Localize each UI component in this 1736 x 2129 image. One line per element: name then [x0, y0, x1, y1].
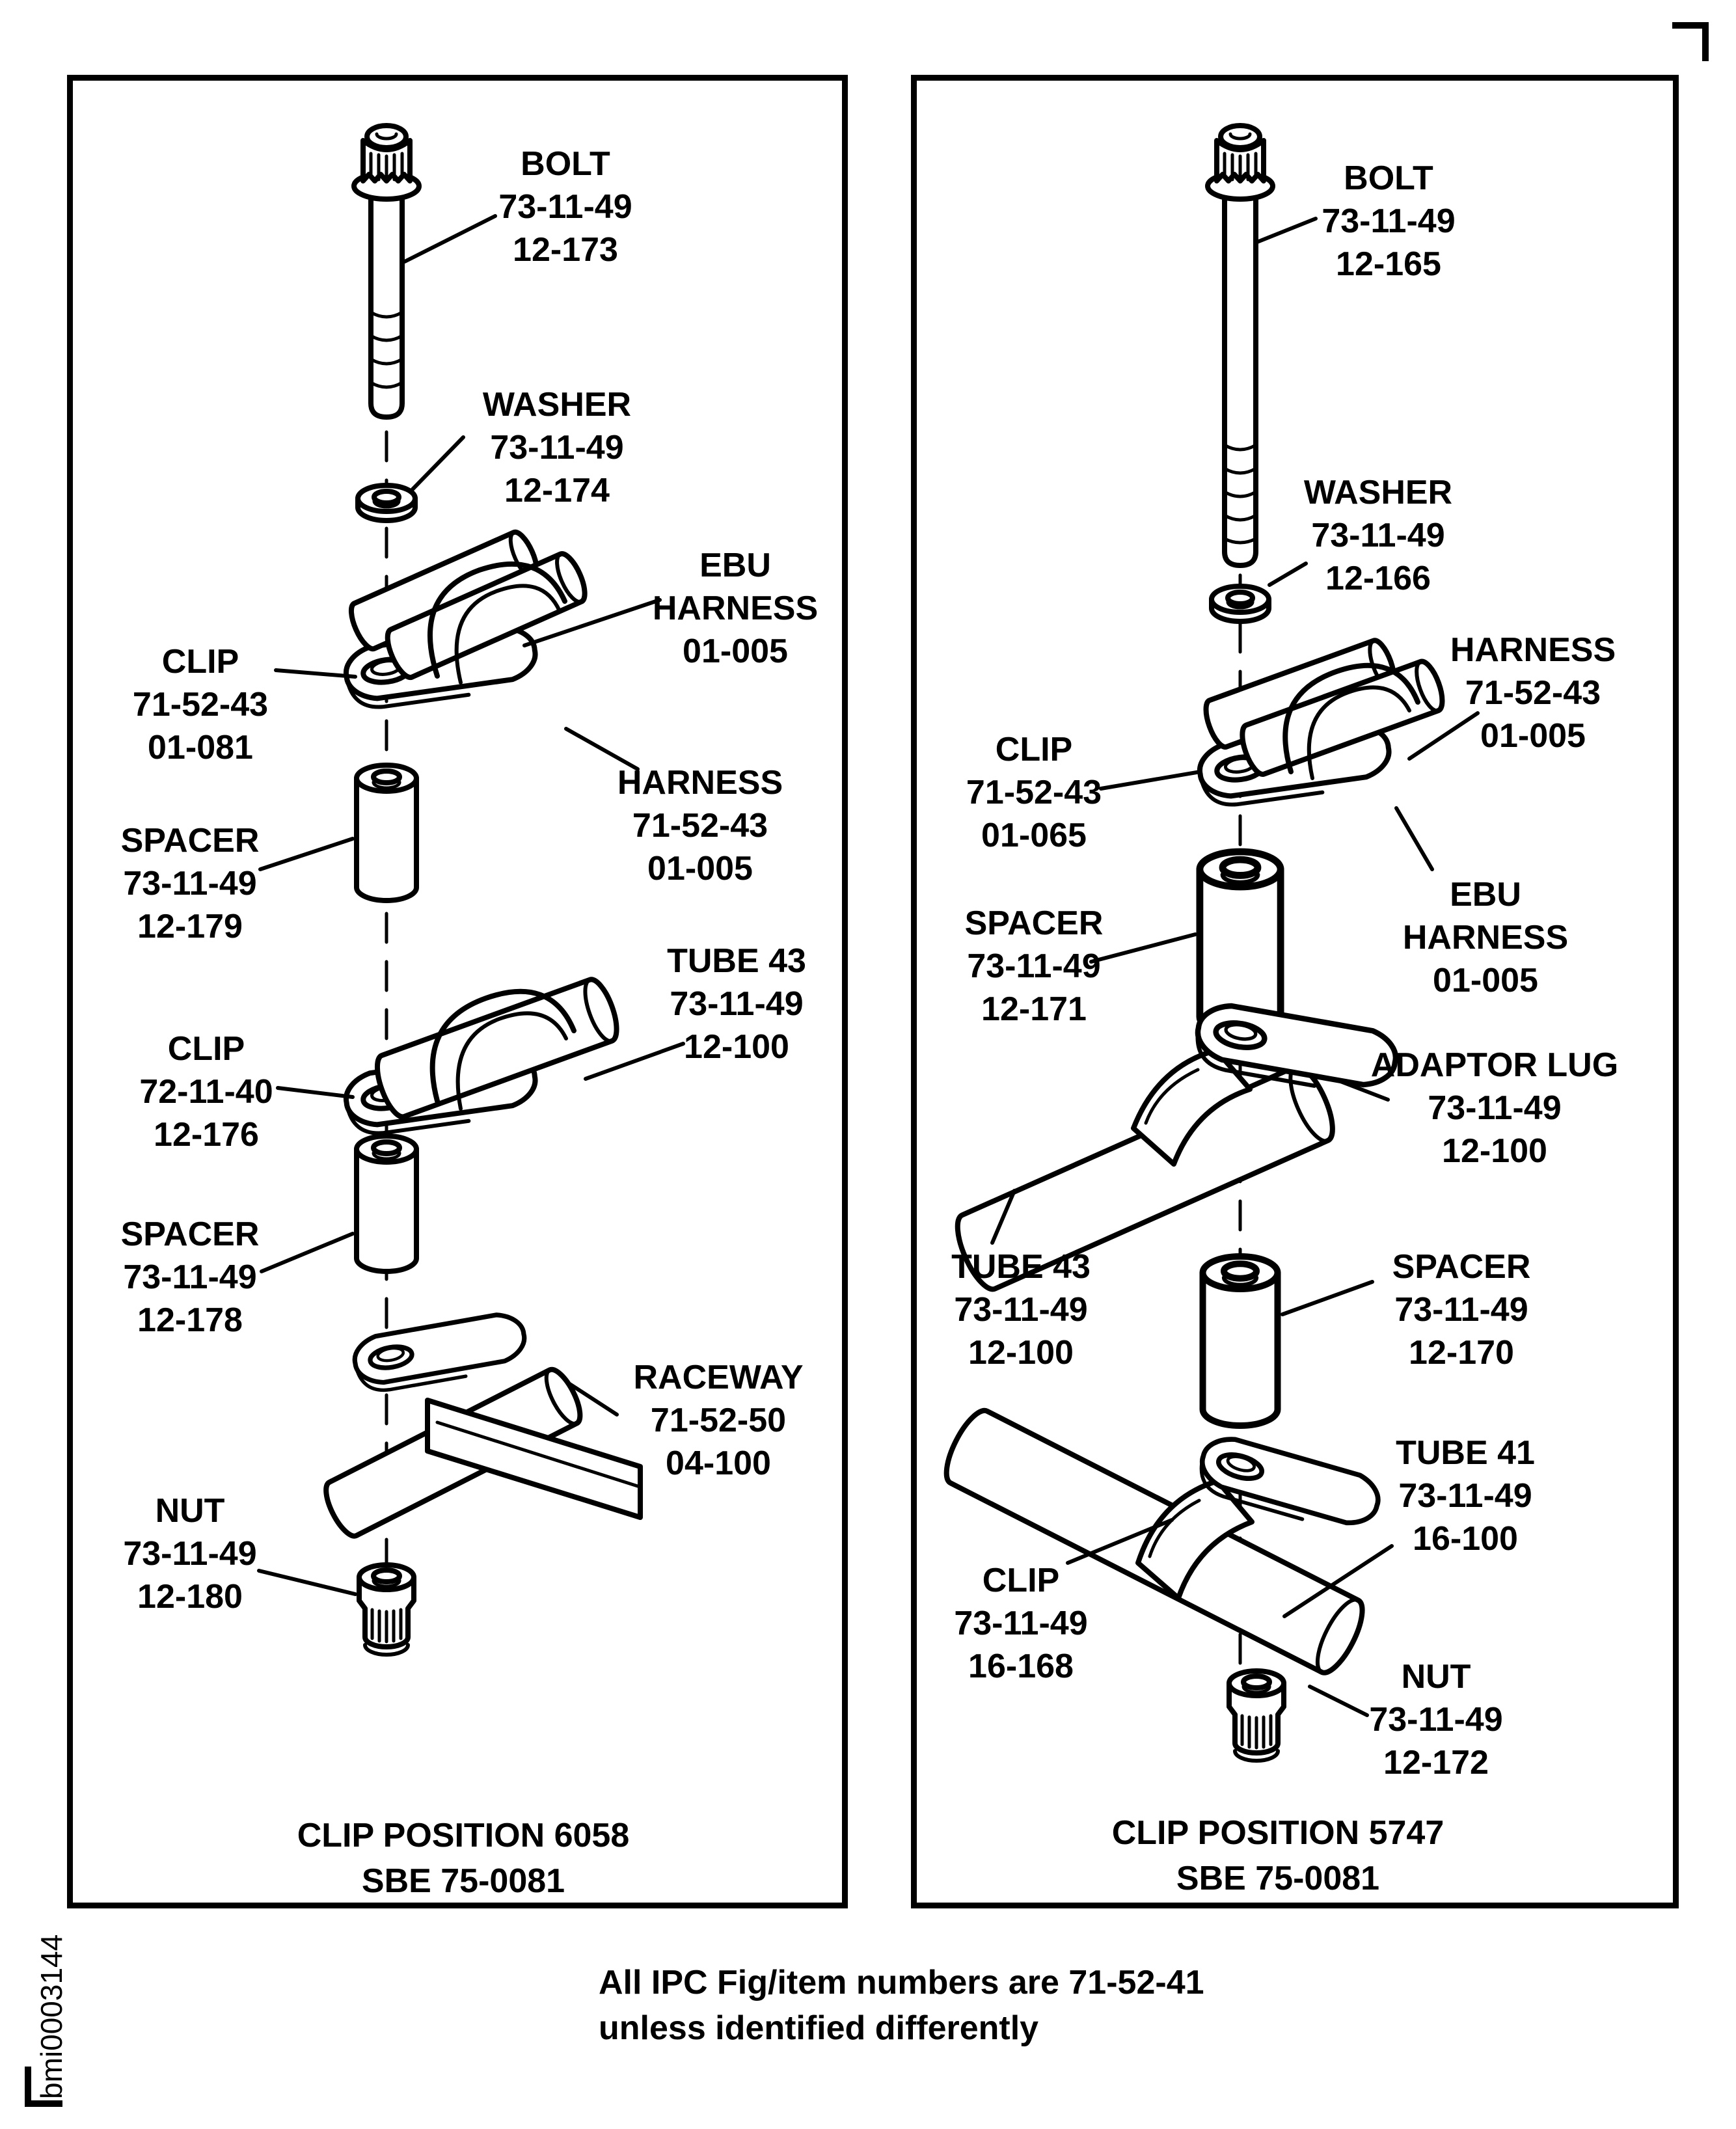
part-number: 73-11-49 — [967, 947, 1101, 985]
label-ebu-harness — [1342, 873, 1629, 1002]
label-clip-lower — [917, 1559, 1125, 1688]
part-name: EBU — [1450, 876, 1521, 914]
part-item: 12-180 — [137, 1578, 243, 1616]
part-number: 73-11-49 — [1394, 1291, 1528, 1329]
label-spacer-upper — [917, 902, 1151, 1031]
part-name: TUBE 43 — [667, 942, 806, 980]
label-washer — [414, 383, 700, 512]
label-spacer-lower — [73, 1213, 307, 1342]
part-number: 73-11-49 — [1311, 517, 1445, 554]
part-item: 01-005 — [1480, 717, 1586, 755]
label-spacer-mid — [1318, 1245, 1605, 1374]
part-item: 12-174 — [504, 472, 610, 509]
part-number: 73-11-49 — [670, 985, 804, 1023]
part-number: 73-11-49 — [1369, 1701, 1503, 1739]
part-name: CLIP — [995, 731, 1073, 768]
part-item: 16-168 — [968, 1648, 1074, 1685]
label-bolt — [1245, 157, 1532, 286]
part-name: SPACER — [1392, 1248, 1531, 1286]
part-number: 72-11-40 — [139, 1073, 273, 1111]
part-name: CLIP — [167, 1030, 245, 1068]
right-figure-panel — [911, 75, 1679, 1908]
part-name: SPACER — [964, 904, 1104, 942]
label-spacer-upper — [73, 819, 307, 948]
part-item: 12-171 — [981, 990, 1087, 1028]
label-clip-lower — [89, 1027, 323, 1156]
part-item: 12-100 — [1442, 1132, 1547, 1170]
clip-and-tube43-drawing — [343, 976, 623, 1138]
part-name: HARNESS — [1450, 631, 1616, 669]
part-name: TUBE 41 — [1396, 1434, 1535, 1472]
label-clip-upper — [83, 640, 318, 769]
sbe-reference: SBE 75-0081 — [361, 1862, 565, 1900]
label-tube41 — [1322, 1431, 1608, 1560]
label-harness — [557, 761, 843, 890]
spacer-upper-drawing — [357, 765, 416, 901]
label-washer — [1235, 471, 1521, 600]
part-number: 73-11-49 — [498, 188, 632, 226]
part-item: 01-005 — [683, 632, 788, 670]
nut-drawing — [359, 1565, 414, 1655]
washer-drawing — [358, 485, 415, 521]
footer-note — [599, 1960, 1204, 2051]
part-item: 12-170 — [1409, 1334, 1514, 1372]
part-item: 12-178 — [137, 1301, 243, 1339]
part-name: RACEWAY — [633, 1359, 804, 1396]
part-number: 73-11-49 — [123, 1258, 257, 1296]
bolt-drawing — [354, 126, 419, 417]
part-name: NUT — [1401, 1658, 1471, 1696]
part-number: 73-11-49 — [123, 865, 257, 902]
label-tube43 — [917, 1245, 1125, 1374]
part-name: BOLT — [521, 145, 610, 183]
part-number: 71-52-50 — [650, 1402, 787, 1439]
part-item: 12-173 — [513, 231, 618, 269]
top-right-corner-mark — [1672, 22, 1709, 61]
part-number: 73-11-49 — [954, 1605, 1088, 1642]
part-number: 73-11-49 — [1428, 1089, 1562, 1127]
label-adaptor-lug — [1351, 1044, 1638, 1173]
part-item: 01-065 — [981, 817, 1087, 854]
panel-caption — [236, 1813, 691, 1904]
footer-note-line1: All IPC Fig/item numbers are 71-52-41 — [599, 1964, 1204, 2001]
part-name: CLIP — [161, 643, 239, 681]
part-name: WASHER — [1303, 474, 1453, 511]
part-item: 12-165 — [1336, 245, 1441, 283]
part-number: 73-11-49 — [490, 429, 624, 467]
part-name: TUBE 43 — [951, 1248, 1091, 1286]
label-clip-upper — [917, 728, 1151, 857]
bottom-left-corner-mark — [25, 2067, 62, 2107]
part-item: 01-005 — [1433, 962, 1538, 999]
part-name: ADAPTOR LUG — [1370, 1046, 1619, 1084]
part-name: SPACER — [120, 1215, 260, 1253]
part-name: EBU — [699, 547, 771, 584]
part-name: BOLT — [1344, 159, 1433, 197]
part-number: 73-11-49 — [954, 1291, 1088, 1329]
part-name: NUT — [155, 1492, 225, 1530]
part-item: 12-100 — [968, 1334, 1074, 1372]
label-raceway — [575, 1356, 861, 1485]
nut-drawing — [1229, 1671, 1284, 1761]
part-item: 04-100 — [666, 1444, 771, 1482]
sbe-reference: SBE 75-0081 — [1176, 1860, 1380, 1897]
part-number: 73-11-49 — [1322, 202, 1456, 240]
clip-and-harness-drawing — [343, 529, 590, 712]
clip-position-title: CLIP POSITION 5747 — [1111, 1814, 1444, 1852]
left-figure-panel — [67, 75, 848, 1908]
part-number: 71-52-43 — [132, 686, 269, 724]
part-number: 71-52-43 — [1465, 674, 1601, 712]
part-number: 71-52-43 — [632, 807, 768, 845]
label-ebu-harness — [592, 544, 878, 673]
part-name: CLIP — [982, 1562, 1060, 1599]
part-number: 73-11-49 — [1398, 1477, 1532, 1515]
label-nut — [1293, 1655, 1579, 1784]
part-item: 16-100 — [1413, 1520, 1518, 1558]
part-number: 73-11-49 — [123, 1535, 257, 1573]
part-item: 01-081 — [148, 729, 253, 766]
part-item: 12-172 — [1383, 1744, 1489, 1782]
part-item: 12-176 — [154, 1116, 259, 1154]
part-item: 12-179 — [137, 908, 243, 945]
figure-id-vertical-text: bmi0003144 — [34, 1934, 68, 2099]
label-nut — [73, 1489, 307, 1618]
label-tube43 — [593, 940, 880, 1068]
clip-position-title: CLIP POSITION 6058 — [297, 1817, 630, 1854]
part-item: 01-005 — [647, 850, 753, 888]
part-item: 12-166 — [1325, 560, 1431, 597]
label-bolt — [422, 142, 709, 271]
part-name: HARNESS — [617, 764, 783, 802]
panel-caption — [1050, 1810, 1506, 1901]
footer-note-line2: unless identified differently — [599, 2009, 1039, 2047]
part-item: 12-100 — [684, 1028, 789, 1066]
label-harness — [1390, 629, 1676, 757]
part-name: HARNESS — [1402, 919, 1569, 956]
part-name: SPACER — [120, 822, 260, 860]
spacer-lower-drawing — [357, 1136, 416, 1271]
spacer-mid-drawing — [1203, 1256, 1278, 1426]
part-number: 71-52-43 — [966, 774, 1102, 811]
part-name: HARNESS — [652, 590, 819, 627]
part-name: WASHER — [482, 386, 632, 424]
